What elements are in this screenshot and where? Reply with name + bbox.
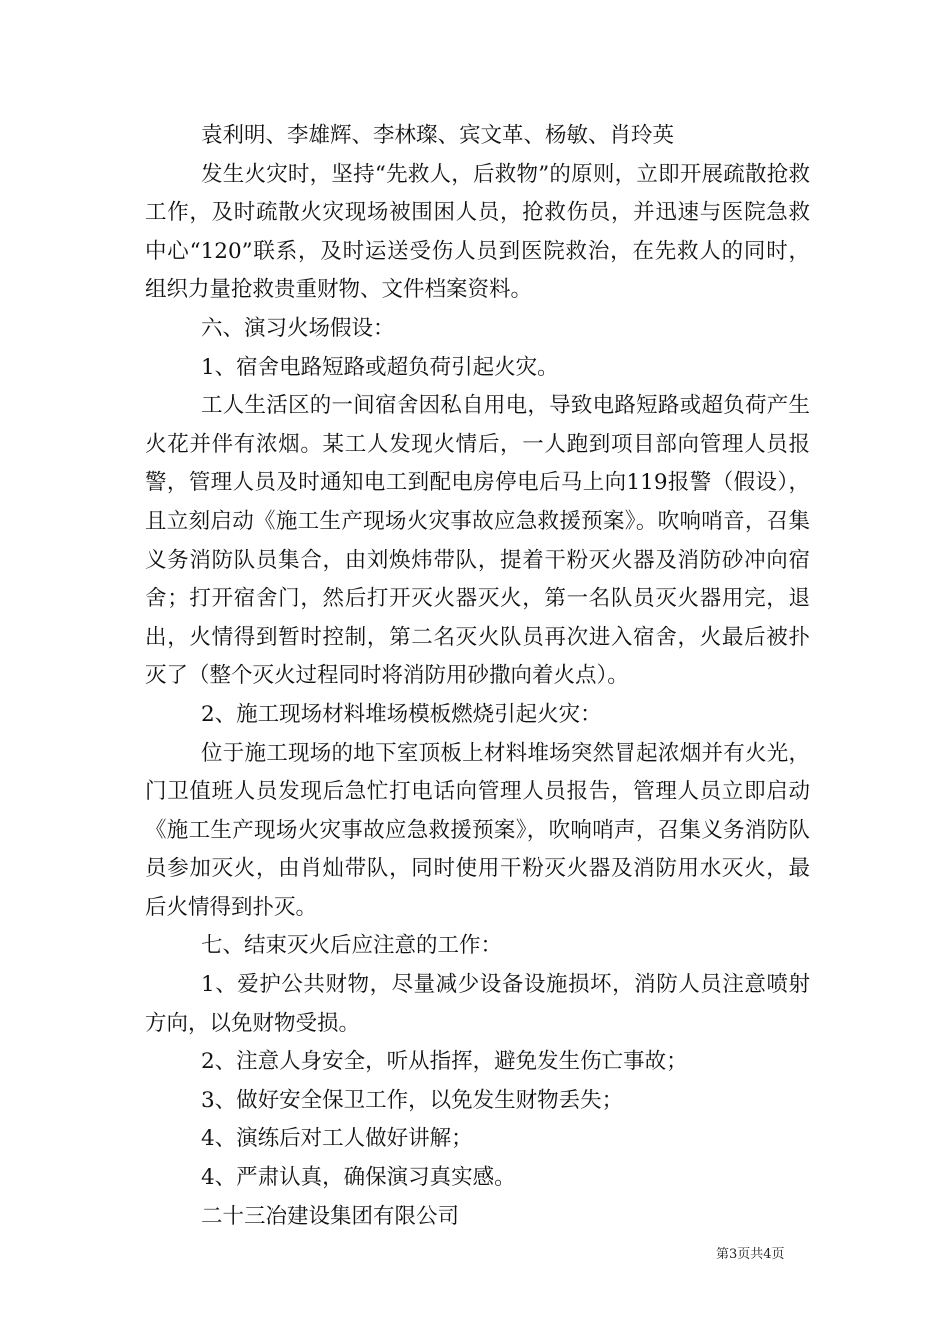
document-body [145,117,810,1236]
page-number: 第3页共4页 [716,1247,785,1262]
after-fire-item-5: 4、严肃认真，确保演习真实感。 [201,1165,516,1191]
after-fire-item-1: 1、爱护公共财物，尽量减少设备设施损坏，消防人员注意喷射方向，以免财物受损。 [145,972,810,1036]
after-fire-item-4: 4、演练后对工人做好讲解； [201,1126,473,1152]
scenario-2-description: 位于施工现场的地下室顶板上材料堆场突然冒起浓烟并有火光，门卫值班人员发现后急忙打电话向管理人员报告，管理人员立即启动《施工生产现场火灾事故应急救援预案》，吹响哨声，召集义务消防队员参加灭火，由肖灿带队，同时使用干粉灭火器及消防用水灭火，最后火情得到扑灭。 [145,740,810,920]
after-fire-item-3: 3、做好安全保卫工作，以免发生财物丢失； [201,1087,624,1113]
scenario-1-title: 1、宿舍电路短路或超负荷引起火灾。 [201,354,559,380]
scenario-2-title: 2、施工现场材料堆场模板燃烧引起火灾： [201,701,602,727]
company-signature: 二十三冶建设集团有限公司 [201,1203,460,1229]
section-heading-after-fire: 七、结束灭火后应注意的工作： [201,933,503,959]
scenario-1-description: 工人生活区的一间宿舍因私自用电，导致电路短路或超负荷产生火花并伴有浓烟。某工人发现火情后，一人跑到项目部向管理人员报警，管理人员及时通知电工到配电房停电后马上向119报警（假设），且立刻启动《施工生产现场火灾事故应急救援预案》。吹响哨音，召集义务消防队员集合，由刘焕炜带队，提着干粉灭火器及消防砂冲向宿舍；打开宿舍门，然后打开灭火器灭火，第一名队员灭火器用完，退出，火情得到暂时控制，第二名灭火队员再次进入宿舍，火最后被扑灭了（整个灭火过程同时将消防用砂撒向着火点）。 [145,393,810,689]
paragraph-rescue-principle: 发生火灾时，坚持“先救人，后救物”的原则，立即开展疏散抢救工作，及时疏散火灾现场被围困人员，抢救伤员，并迅速与医院急救中心“120”联系，及时运送受伤人员到医院救治，在先救人的同时，组织力量抢救贵重财物、文件档案资料。 [145,161,810,303]
after-fire-item-2: 2、注意人身安全，听从指挥，避免发生伤亡事故； [201,1049,688,1075]
section-heading-fire-scenario: 六、演习火场假设： [201,315,395,341]
paragraph-staff-list: 袁利明、李雄辉、李林璨、宾文革、杨敏、肖玲英 [201,123,675,148]
